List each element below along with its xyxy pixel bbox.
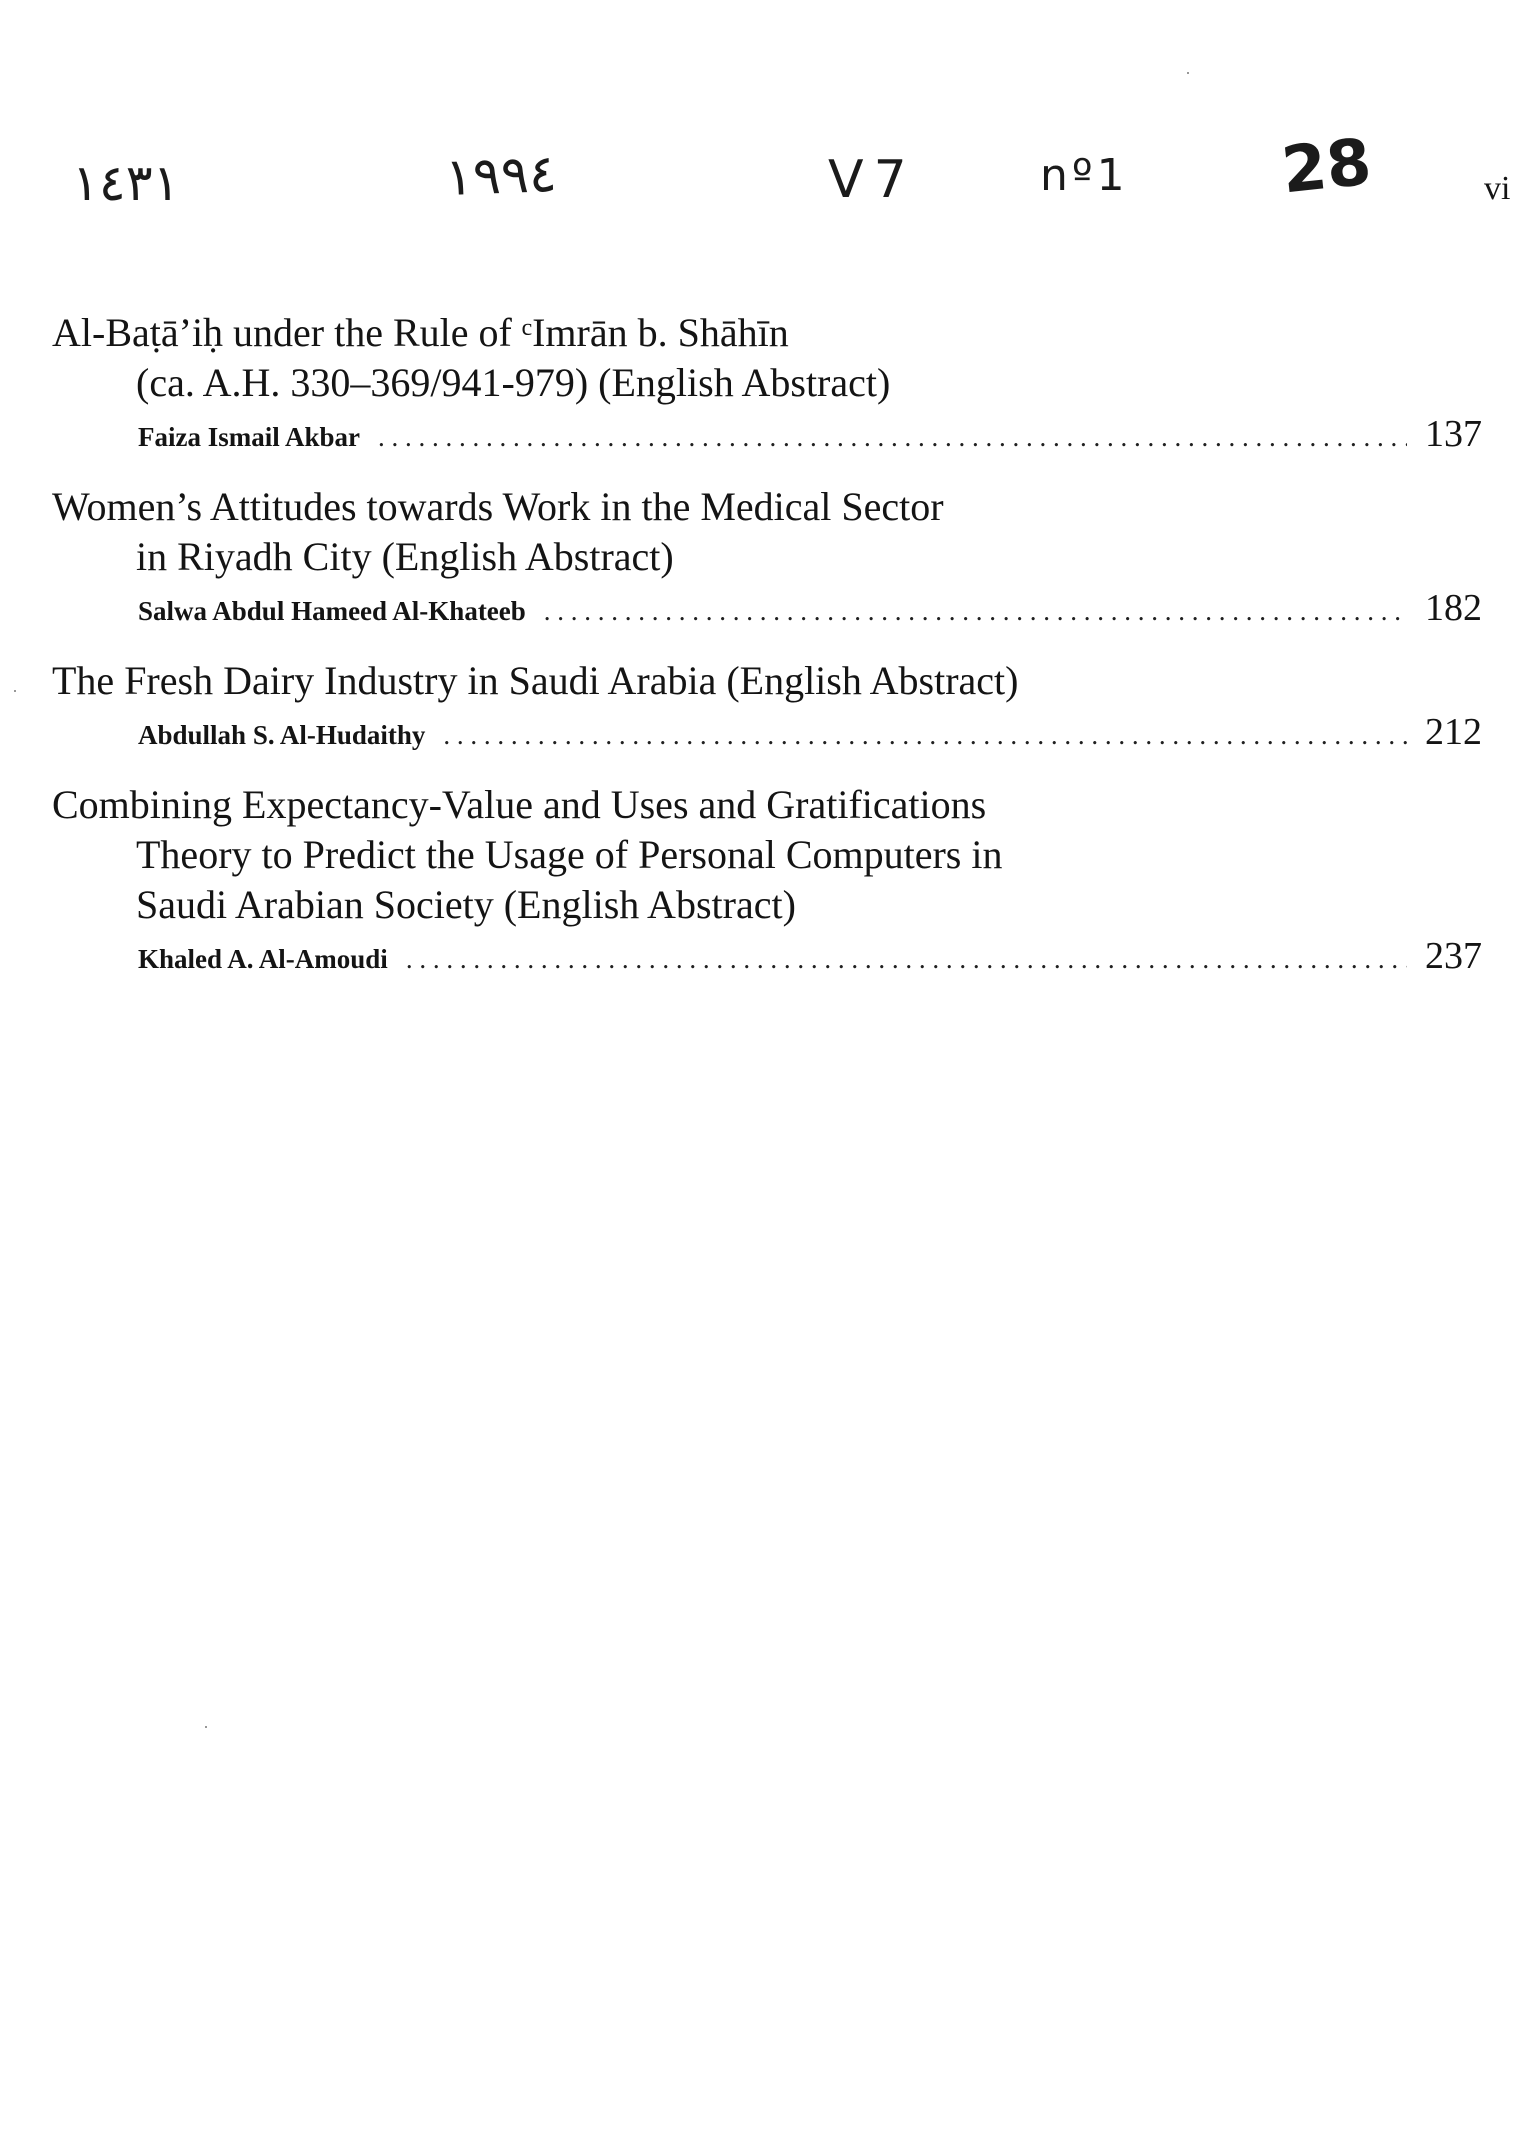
entry-page-number: 212 — [1425, 711, 1482, 753]
entry-title-line: The Fresh Dairy Industry in Saudi Arabia (English Abstract) — [52, 658, 1019, 703]
scan-speck — [14, 690, 16, 692]
entry-page-number: 237 — [1425, 935, 1482, 977]
entry-page-number: 137 — [1425, 413, 1482, 455]
entry-author: Abdullah S. Al-Hudaithy — [138, 720, 426, 750]
entry-title-line: (ca. A.H. 330–369/941-979) (English Abstract) — [136, 360, 891, 405]
entry-author: Faiza Ismail Akbar — [138, 422, 361, 452]
dot-leader — [443, 720, 1407, 751]
author-row — [52, 934, 1482, 982]
table-of-contents — [52, 308, 1482, 1004]
entry-title-line: Combining Expectancy-Value and Uses and Gratifications — [52, 782, 987, 827]
dot-leader — [406, 944, 1407, 975]
handwritten-note: ١٩٩٤ — [443, 144, 558, 208]
scan-speck — [205, 1726, 207, 1728]
entry-page-number: 182 — [1425, 587, 1482, 629]
toc-entry — [52, 780, 1482, 982]
author-row — [52, 586, 1482, 634]
author-row — [52, 710, 1482, 758]
handwritten-annotations — [0, 110, 1525, 230]
toc-entry — [52, 656, 1482, 758]
author-row — [52, 412, 1482, 460]
handwritten-note: ١٤٣١ — [72, 154, 180, 212]
entry-author: Khaled A. Al-Amoudi — [138, 944, 388, 974]
toc-entry — [52, 482, 1482, 634]
dot-leader — [378, 422, 1407, 453]
dot-leader — [544, 596, 1407, 627]
toc-entry — [52, 308, 1482, 460]
entry-title-line: in Riyadh City (English Abstract) — [136, 534, 674, 579]
entry-title-line: Women’s Attitudes towards Work in the Medical Sector — [52, 484, 944, 529]
handwritten-note: V7 — [828, 150, 917, 210]
handwritten-note: 28 — [1278, 125, 1375, 209]
entry-author: Salwa Abdul Hameed Al-Khateeb — [138, 596, 526, 626]
entry-title-line: Al-Baṭā’iḥ under the Rule of ᶜImrān b. Shāhīn — [52, 310, 789, 355]
entry-title-line: Theory to Predict the Usage of Personal Computers in — [136, 832, 1003, 877]
entry-title-line: Saudi Arabian Society (English Abstract) — [136, 882, 796, 927]
scan-speck — [1187, 72, 1189, 74]
handwritten-note: nº1 — [1040, 150, 1129, 201]
page-number: vi — [1484, 170, 1511, 207]
